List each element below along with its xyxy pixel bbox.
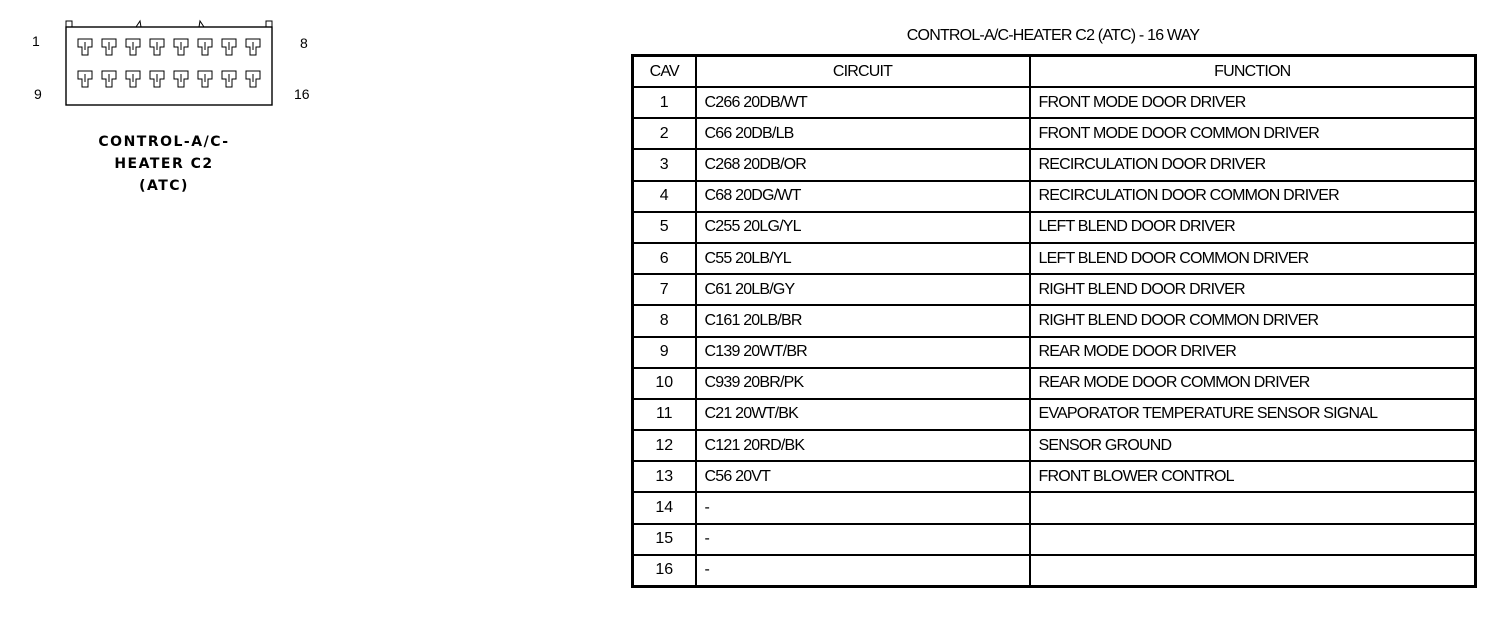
cav-cell: 10 [633,368,696,399]
circuit-cell: C68 20DG/WT [696,181,1030,212]
table-row [633,524,1476,555]
table-row [633,305,1476,336]
table-row [633,461,1476,492]
connector-key-left [136,21,141,27]
circuit-cell: C55 20LB/YL [696,243,1030,274]
function-cell: REAR MODE DOOR DRIVER [1030,337,1476,368]
circuit-cell: C255 20LG/YL [696,212,1030,243]
cav-cell: 11 [633,399,696,430]
header-function: FUNCTION [1030,56,1476,88]
table-row [633,492,1476,523]
table-header-row [633,56,1476,88]
table-row [633,181,1476,212]
circuit-cell: C61 20LB/GY [696,274,1030,305]
function-cell: SENSOR GROUND [1030,430,1476,461]
function-cell [1030,555,1476,587]
cav-cell: 1 [633,87,696,118]
cav-cell: 15 [633,524,696,555]
connector-caption [96,131,232,197]
table-row [633,555,1476,587]
circuit-cell: C121 20RD/BK [696,430,1030,461]
connector-housing [66,27,272,105]
cav-cell: 7 [633,274,696,305]
function-cell: FRONT MODE DOOR DRIVER [1030,87,1476,118]
table-row [633,274,1476,305]
connector-caption-line-2: HEATER C2 [114,156,214,172]
connector-tab-left [66,21,72,27]
cav-cell: 2 [633,118,696,149]
pin-label-top-right: 8 [300,35,308,51]
function-cell: LEFT BLEND DOOR COMMON DRIVER [1030,243,1476,274]
header-cav: CAV [633,56,696,88]
function-cell: FRONT BLOWER CONTROL [1030,461,1476,492]
connector-tab-right [266,21,272,27]
circuit-cell: C266 20DB/WT [696,87,1030,118]
circuit-cell: C56 20VT [696,461,1030,492]
circuit-cell: C268 20DB/OR [696,149,1030,180]
circuit-cell: - [696,555,1030,587]
cav-cell: 12 [633,430,696,461]
cav-cell: 8 [633,305,696,336]
function-cell: RIGHT BLEND DOOR COMMON DRIVER [1030,305,1476,336]
circuit-cell: - [696,524,1030,555]
circuit-cell: C66 20DB/LB [696,118,1030,149]
function-cell: EVAPORATOR TEMPERATURE SENSOR SIGNAL [1030,399,1476,430]
circuit-cell: C21 20WT/BK [696,399,1030,430]
pin-cavities [78,39,260,87]
cav-cell: 13 [633,461,696,492]
function-cell: LEFT BLEND DOOR DRIVER [1030,212,1476,243]
table-row [633,368,1476,399]
function-cell: FRONT MODE DOOR COMMON DRIVER [1030,118,1476,149]
circuit-cell: C139 20WT/BR [696,337,1030,368]
function-cell: RIGHT BLEND DOOR DRIVER [1030,274,1476,305]
function-cell [1030,524,1476,555]
table-row [633,212,1476,243]
circuit-cell: C939 20BR/PK [696,368,1030,399]
pin-label-top-left: 1 [32,33,40,49]
connector-caption-line-3: (ATC) [139,178,189,194]
cav-cell: 4 [633,181,696,212]
pinout-table [631,54,1477,588]
table-row [633,243,1476,274]
function-cell: REAR MODE DOOR COMMON DRIVER [1030,368,1476,399]
circuit-cell: C161 20LB/BR [696,305,1030,336]
pin-label-bottom-right: 16 [294,86,310,102]
table-row [633,118,1476,149]
cav-cell: 16 [633,555,696,587]
cav-cell: 14 [633,492,696,523]
circuit-cell: - [696,492,1030,523]
table-row [633,337,1476,368]
cav-cell: 9 [633,337,696,368]
cav-cell: 5 [633,212,696,243]
connector-caption-line-1: CONTROL-A/C- [98,134,230,150]
connector-key-right [199,21,204,27]
function-cell [1030,492,1476,523]
cav-cell: 6 [633,243,696,274]
header-circuit: CIRCUIT [696,56,1030,88]
table-row [633,149,1476,180]
connector-face-diagram [0,0,330,125]
table-row [633,399,1476,430]
function-cell: RECIRCULATION DOOR DRIVER [1030,149,1476,180]
table-title: CONTROL-A/C-HEATER C2 (ATC) - 16 WAY [906,27,1200,44]
cav-cell: 3 [633,149,696,180]
table-body [633,87,1476,587]
table-row [633,430,1476,461]
table-row [633,87,1476,118]
function-cell: RECIRCULATION DOOR COMMON DRIVER [1030,181,1476,212]
pin-label-bottom-left: 9 [34,86,42,102]
